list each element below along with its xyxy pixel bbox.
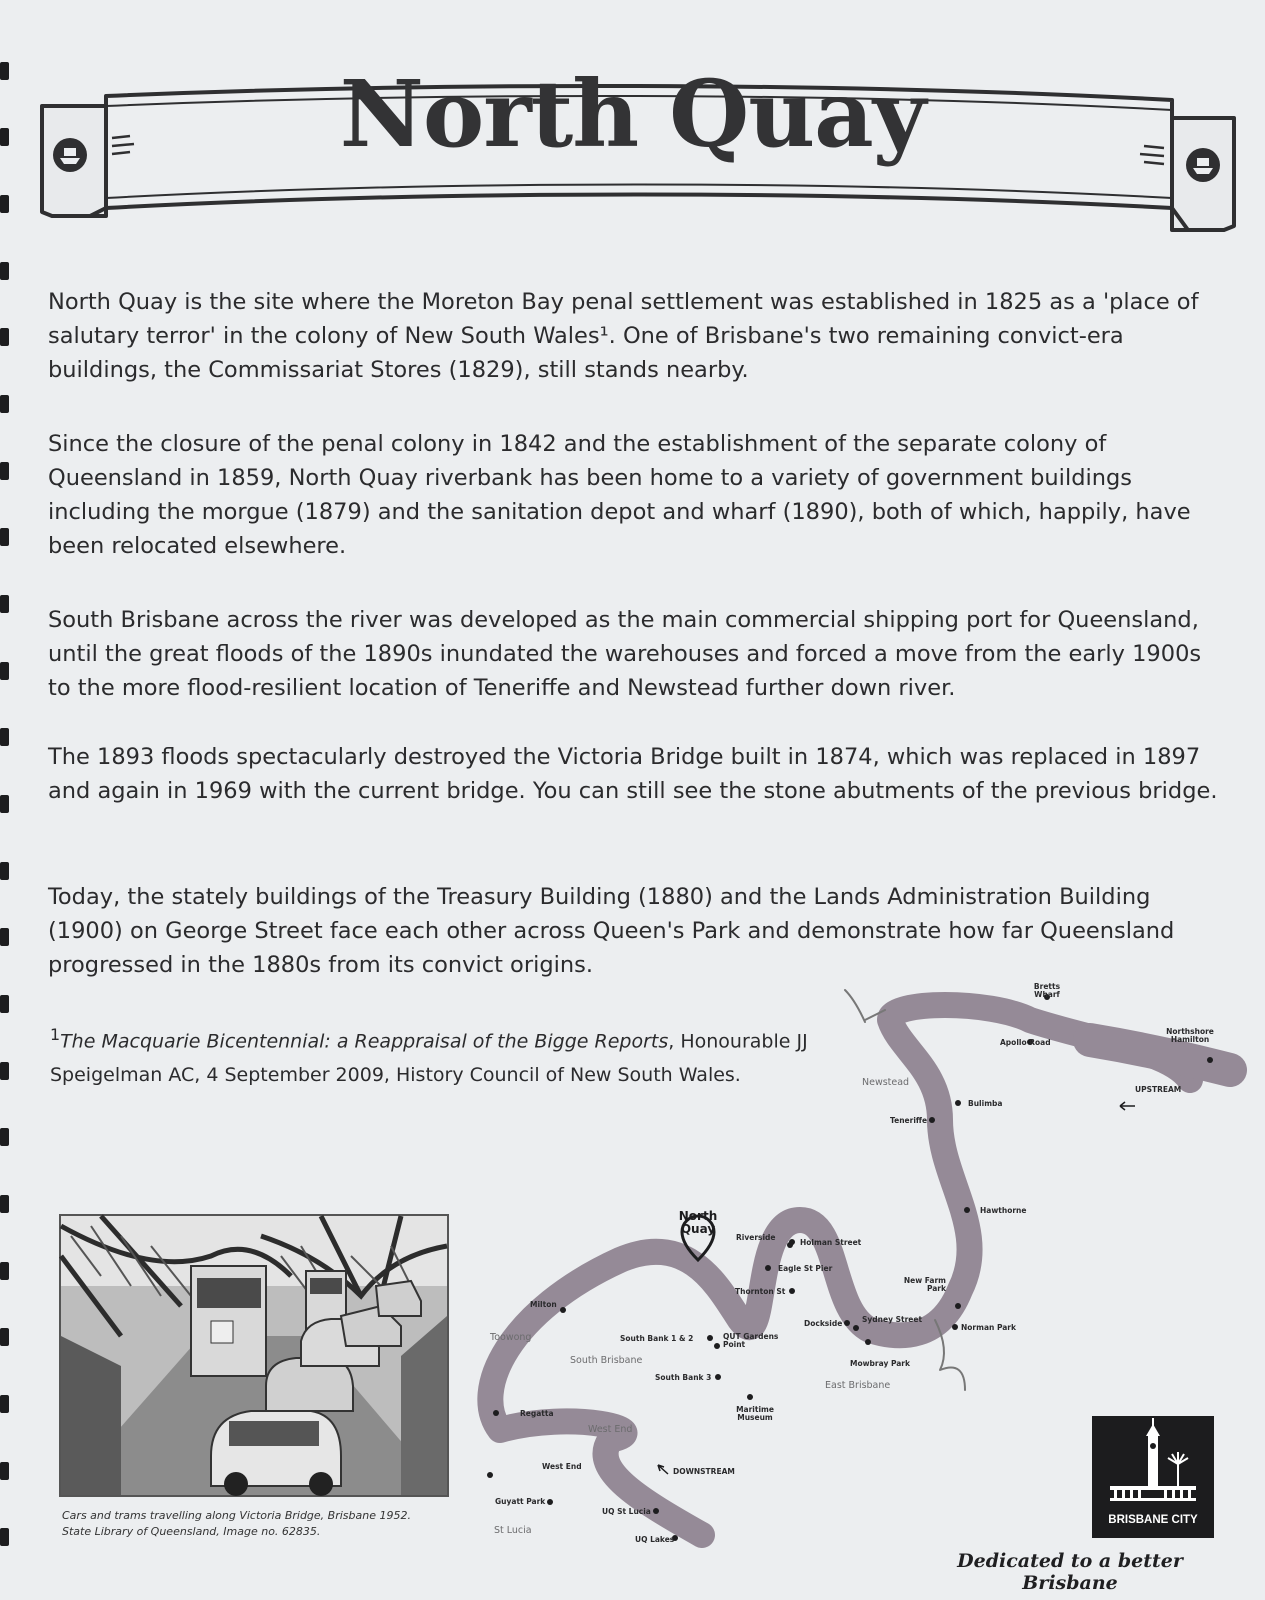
ferry-stop-dot: [844, 1320, 850, 1326]
ferry-stop-dot: [493, 1410, 499, 1416]
paragraph-south-brisbane: South Brisbane across the river was developed as the main commercial shipping port for Queensland, until the great floods of the 1890s inundated the warehouses and forced a move from the early 1900s to the more flood-resilient location of Teneriffe and Newstead further down river.: [48, 607, 1202, 701]
stop-label: Bulimba: [968, 1099, 1003, 1108]
binding-hole: [0, 595, 9, 613]
ferry-stop-dot: [715, 1374, 721, 1380]
stop-label: Holman Street: [800, 1238, 862, 1247]
binding-hole: [0, 528, 9, 546]
ferry-stop-dot: [955, 1303, 961, 1309]
ferry-stop-dot: [952, 1324, 958, 1330]
svg-text:BrettsWharf: [1034, 982, 1061, 999]
upstream-label: UPSTREAM: [1135, 1085, 1182, 1094]
binding-hole: [0, 662, 9, 680]
brisbane-city-logo: [1092, 1416, 1214, 1538]
binding-hole: [0, 1395, 9, 1413]
area-label: Toowong: [490, 1332, 532, 1343]
downstream-arrow-icon: [658, 1465, 668, 1474]
footnote-title: The Macquarie Bicentennial: a Reappraisal of the Bigge Reports: [60, 1030, 669, 1053]
stop-label: Apollo Road: [1000, 1038, 1051, 1047]
ferry-stop-dot: [707, 1335, 713, 1341]
stop-label: Thornton St: [735, 1287, 786, 1296]
binding-hole: [0, 1262, 9, 1280]
binding-hole: [0, 1328, 9, 1346]
svg-text:NorthQuay: [679, 1209, 717, 1236]
stop-label: West End: [542, 1462, 582, 1471]
stop-label: Northshore: [1166, 1027, 1214, 1036]
paragraph-treasury: Today, the stately buildings of the Treasury Building (1880) and the Lands Administration Building (1900) on George Street face each other across Queen's Park and demonstrate how far Queensland progressed in the 1880s from its convict origins.: [48, 884, 1175, 978]
logo-text: BRISBANE CITY: [1108, 1514, 1198, 1526]
binding-hole: [0, 995, 9, 1013]
stop-label: Point: [723, 1340, 746, 1349]
stop-label: Guyatt Park: [495, 1497, 546, 1506]
map-highlight-label: North: [678, 1209, 718, 1223]
binding-hole: [0, 195, 9, 213]
ferry-stop-dot: [487, 1472, 493, 1478]
stop-label: Park: [926, 1284, 946, 1293]
svg-text:MaritimeMuseum: [736, 1405, 774, 1422]
svg-text:NorthshoreHamilton: [1166, 1027, 1214, 1044]
photo-caption-source: State Library of Queensland, Image no. 62835.: [62, 1525, 321, 1538]
downstream-label: DOWNSTREAM: [673, 1467, 735, 1476]
ferry-stop-dot: [789, 1288, 795, 1294]
binding-hole: [0, 395, 9, 413]
ferry-stop-dot: [955, 1100, 961, 1106]
binding-hole: [0, 462, 9, 480]
stop-label: QUT Gardens: [723, 1332, 779, 1341]
city-hall-icon: [1092, 1416, 1214, 1516]
stop-label: Riverside: [736, 1233, 776, 1242]
paragraph-penal-colony: Since the closure of the penal colony in 1842 and the establishment of the separate colony of Queensland in 1859, North Quay riverbank has been home to a variety of government buildings including the morgue (1879) and the sanitation depot and wharf (1890), both of which, happily, have been relocated elsewhere.: [48, 431, 1191, 559]
stop-label: Regatta: [520, 1409, 554, 1418]
upstream-arrow-icon: [1120, 1102, 1135, 1110]
binding-hole: [0, 1062, 9, 1080]
binding-hole: [0, 1195, 9, 1213]
stop-label: New Farm: [903, 1276, 946, 1285]
area-label: East Brisbane: [825, 1380, 891, 1391]
stop-label: Mowbray Park: [850, 1359, 910, 1368]
binding-hole: [0, 928, 9, 946]
svg-text:QUT GardensPoint: [723, 1332, 779, 1349]
ferry-stop-dot: [964, 1207, 970, 1213]
stop-label: Norman Park: [961, 1323, 1016, 1332]
ferry-stop-dot: [789, 1239, 795, 1245]
ferry-stop-dot: [929, 1117, 935, 1123]
page-title: North Quay: [339, 60, 926, 168]
area-label: St Lucia: [494, 1525, 532, 1536]
photo-caption: [62, 1508, 462, 1540]
stop-label: Teneriffe: [890, 1116, 928, 1125]
binding-hole: [0, 1528, 9, 1546]
binding-hole: [0, 1128, 9, 1146]
stop-label: UQ St Lucia: [602, 1507, 651, 1516]
stop-label: South Bank 3: [655, 1373, 712, 1382]
ferry-stop-dot: [1207, 1057, 1213, 1063]
area-label: West End: [588, 1424, 633, 1435]
binding-hole: [0, 795, 9, 813]
photo-caption-line: Cars and trams travelling along Victoria Bridge, Brisbane 1952.: [62, 1509, 411, 1522]
binding-hole: [0, 862, 9, 880]
stop-label: Dockside: [804, 1319, 843, 1328]
dedication-tagline: Dedicated to a better Brisbane: [957, 1550, 1183, 1594]
brisbane-river: [490, 1005, 1190, 1535]
svg-text:New FarmPark: [904, 1276, 947, 1293]
ferry-stop-dot: [653, 1508, 659, 1514]
ferry-stop-dot: [560, 1307, 566, 1313]
stop-label: Hamilton: [1170, 1035, 1210, 1044]
area-label: South Brisbane: [570, 1355, 643, 1366]
stop-label: Sydney Street: [862, 1315, 923, 1324]
stop-label: South Bank 1 & 2: [620, 1334, 694, 1343]
paragraph-intro: North Quay is the site where the Moreton Bay penal settlement was established in 1825 as a 'place of salutary terror' in the colony of New South Wales¹. One of Brisbane's two remaining convict-era buildings, the Commissariat Stores (1829), still stands nearby.: [48, 289, 1199, 383]
stop-label: Milton: [530, 1300, 557, 1309]
ferry-stop-dot: [865, 1339, 871, 1345]
ferry-stop-dot: [765, 1265, 771, 1271]
area-label: Newstead: [862, 1077, 910, 1088]
ferry-stop-dot: [853, 1325, 859, 1331]
footnote-marker: 1: [50, 1025, 61, 1044]
stop-label: Museum: [737, 1413, 773, 1422]
stop-label: Eagle St Pier: [778, 1264, 833, 1273]
stop-label: Bretts: [1033, 982, 1061, 991]
ferry-stop-dot: [747, 1394, 753, 1400]
stop-label: Wharf: [1034, 990, 1060, 999]
stop-label: Maritime: [736, 1405, 774, 1414]
binding-hole: [0, 328, 9, 346]
stop-label: UQ Lakes: [635, 1535, 675, 1544]
map-highlight-label: Quay: [680, 1222, 716, 1236]
spiral-binding: [0, 0, 14, 1600]
footnote-citation: , Honourable JJ Speigelman AC, 4 September 2009, History Council of New South Wales.: [50, 1030, 808, 1087]
binding-hole: [0, 1462, 9, 1480]
paragraph-floods: The 1893 floods spectacularly destroyed the Victoria Bridge built in 1874, which was replaced in 1897 and again in 1969 with the current bridge. You can still see the stone abutments of the previous bridge.: [48, 744, 1218, 804]
ferry-stop-dot: [547, 1499, 553, 1505]
historic-photo: [59, 1214, 449, 1497]
binding-hole: [0, 728, 9, 746]
ferry-stop-dot: [714, 1343, 720, 1349]
binding-hole: [0, 262, 9, 280]
stop-label: Hawthorne: [980, 1206, 1027, 1215]
bridge-photo-illustration: [61, 1216, 447, 1495]
